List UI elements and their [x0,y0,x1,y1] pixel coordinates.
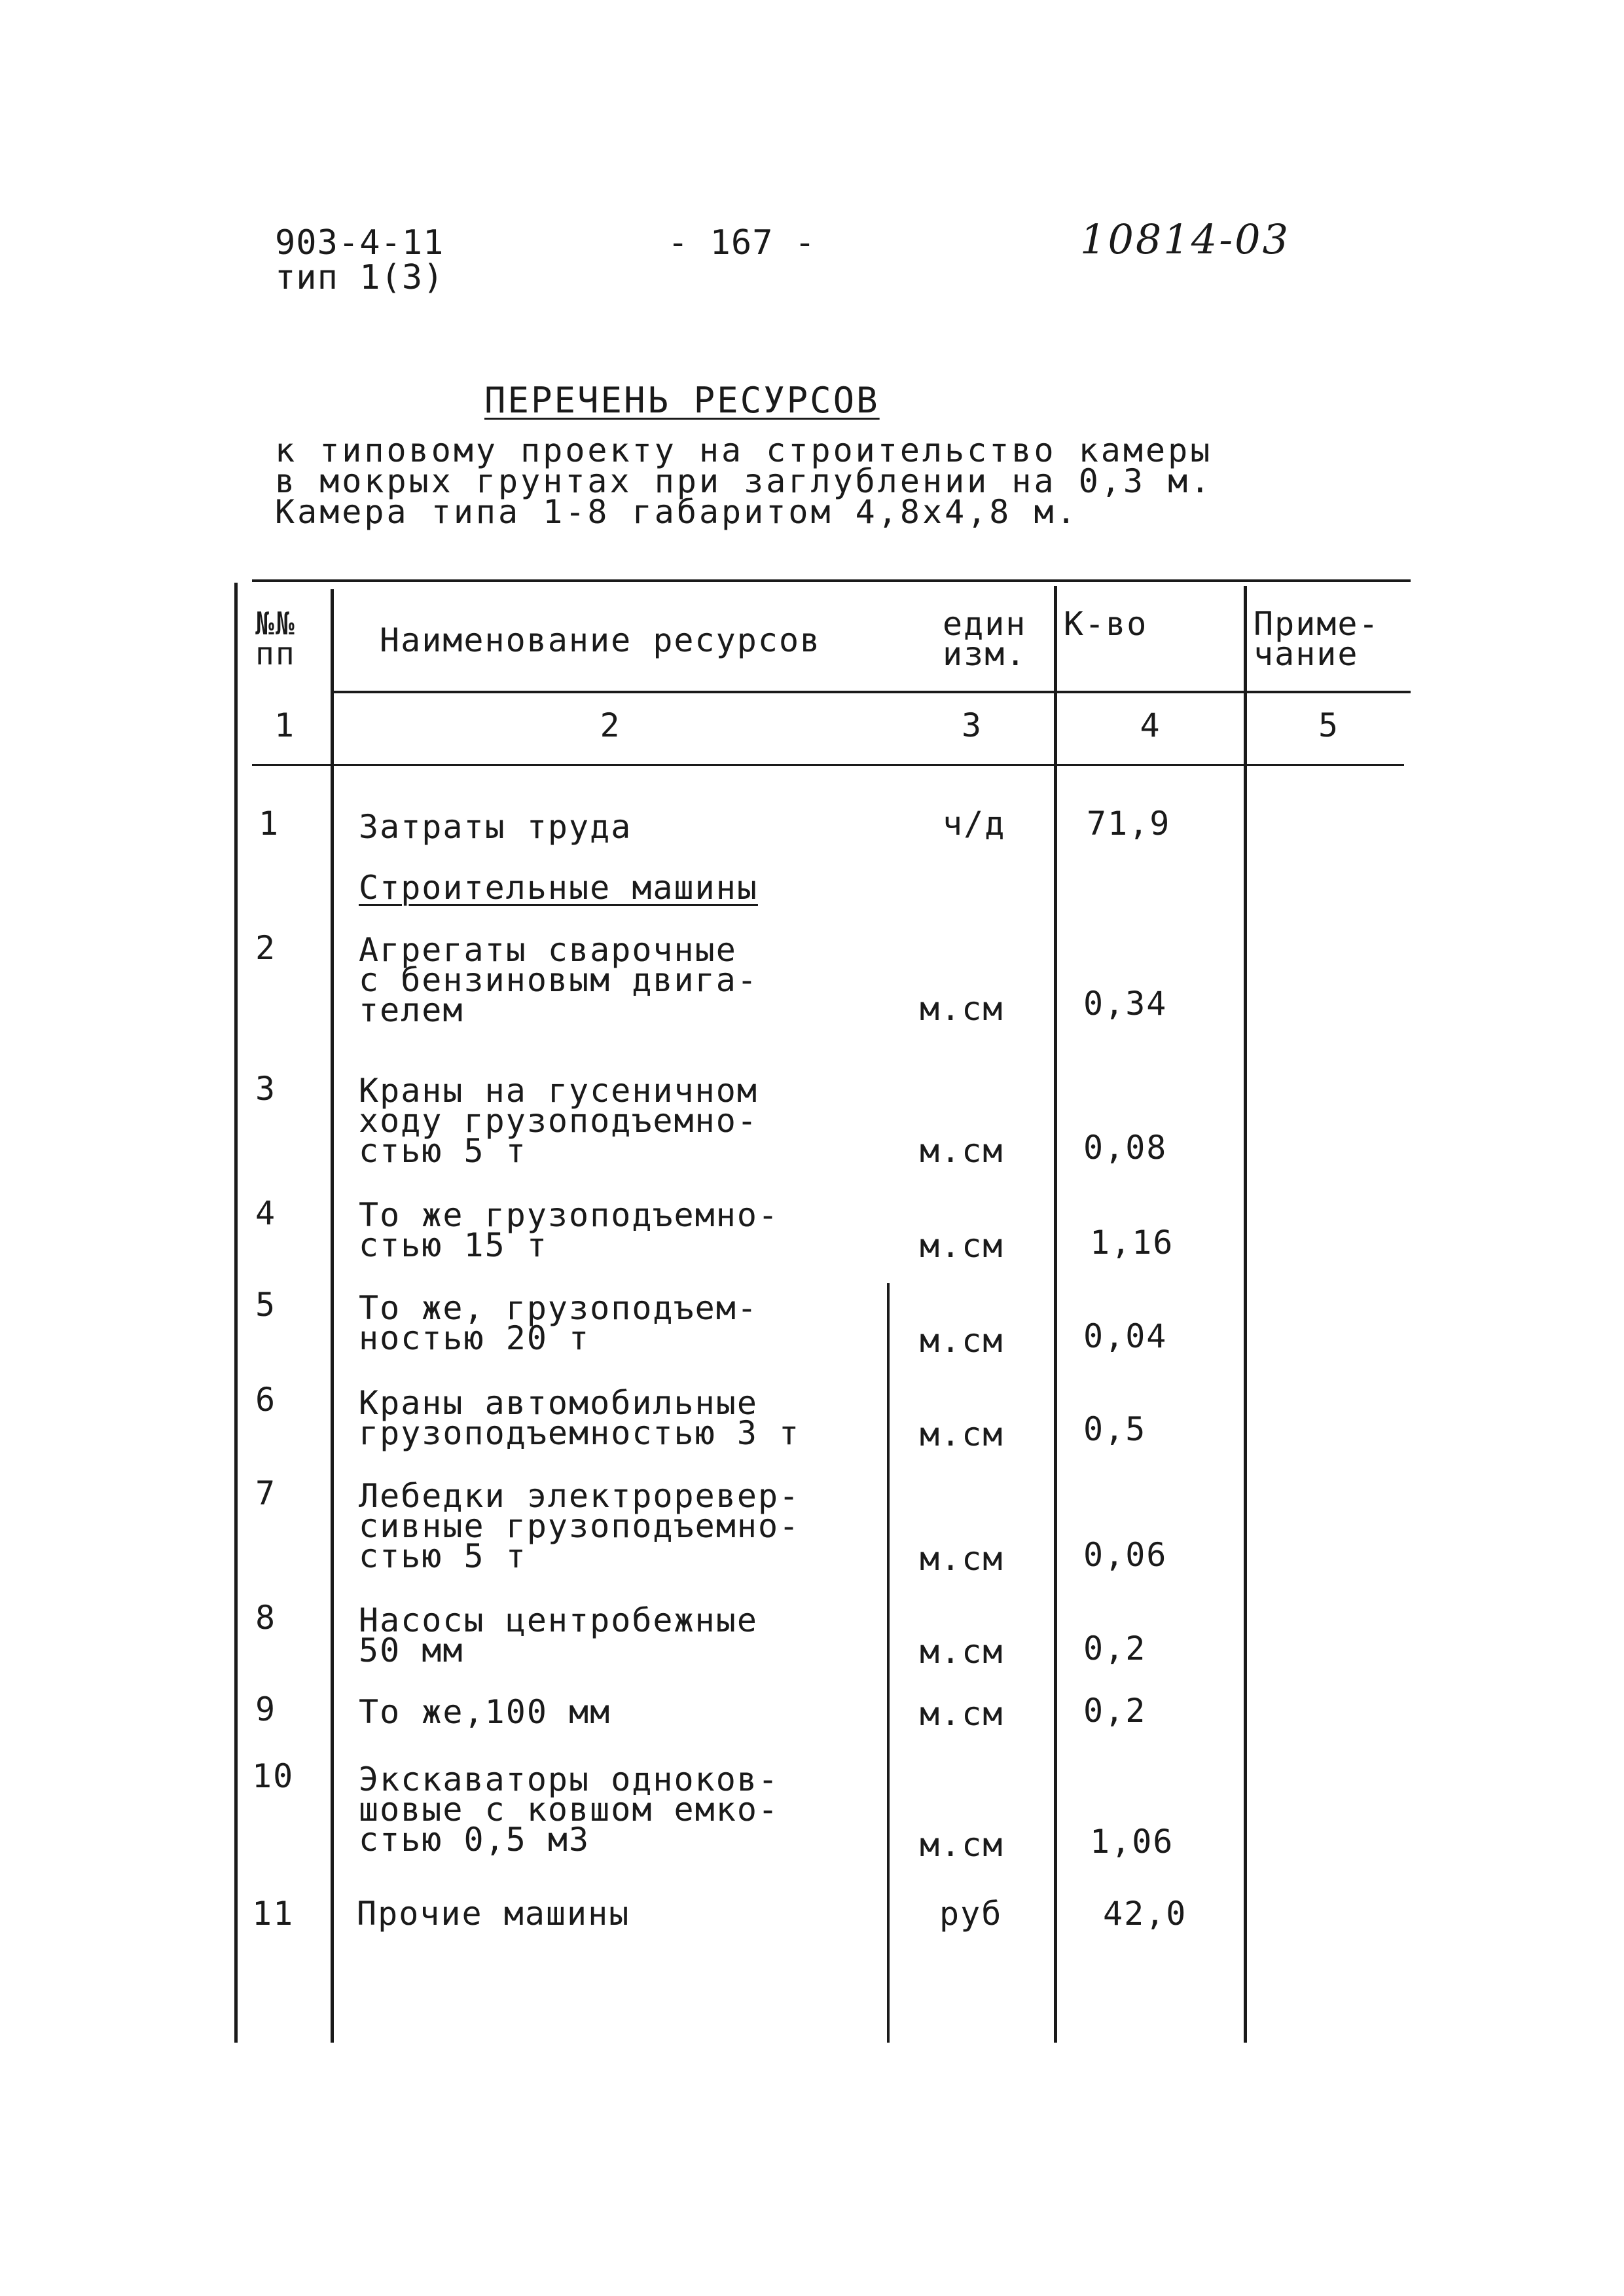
col-number-3: 3 [961,706,983,744]
row-unit: м.см [920,1695,1004,1733]
table-header-border [334,691,1411,693]
page-number: - 167 - [668,223,816,263]
row-unit: м.см [920,1415,1004,1453]
row-unit: м.см [920,1633,1004,1671]
row-quantity: 0,34 [1083,985,1168,1023]
table-top-border [252,579,1411,582]
row-number: 3 [255,1070,277,1108]
col-header-number: №№ пп [255,606,296,672]
row-quantity: 0,2 [1083,1692,1147,1730]
row-name: То же, грузоподъем- ностью 20 т [359,1289,758,1357]
row-name: Экскаваторы одноков- шовые с ковшом емко- стью 0,5 м3 [359,1760,780,1859]
row-unit: руб [939,1895,1003,1933]
row-name: Насосы центробежные 50 мм [359,1601,758,1669]
subtitle-line-3: Камера типа 1-8 габаритом 4,8х4,8 м. [275,493,1079,531]
row-number: 7 [255,1474,277,1512]
col-header-note: Приме- чание [1254,605,1380,673]
row-quantity: 42,0 [1103,1895,1187,1933]
row-name: Прочие машины [357,1895,630,1933]
column-divider-3 [1054,586,1057,2043]
row-unit: м.см [920,1540,1004,1578]
column-divider-1 [331,589,334,2043]
column-divider-4 [1244,586,1247,2043]
handwritten-stamp: 10814-03 [1080,215,1291,263]
row-number: 8 [255,1599,277,1637]
col-number-1: 1 [274,706,296,744]
row-quantity: 0,2 [1083,1630,1147,1667]
row-unit: м.см [920,1227,1004,1265]
row-quantity: 0,5 [1083,1410,1147,1448]
row-number: 4 [255,1194,277,1232]
row-unit: ч/д [943,805,1006,843]
column-divider-2-partial [887,1283,890,2043]
col-header-quantity: К-во [1064,605,1148,643]
row-quantity: 0,08 [1083,1129,1168,1167]
row-number: 6 [255,1381,277,1419]
row-number: 2 [255,929,277,967]
table-left-border [234,583,238,2043]
row-unit: м.см [920,1322,1004,1360]
section-heading: Строительные машины [359,869,758,907]
document-type: тип 1(3) [275,258,444,297]
row-number: 11 [252,1895,295,1933]
col-header-unit: един изм. [943,605,1027,673]
col-number-5: 5 [1318,706,1340,744]
col-number-2: 2 [600,706,621,744]
row-name: Затраты труда [359,808,632,846]
row-name: Краны на гусеничном ходу грузоподъемно- стью 5 т [359,1072,758,1170]
row-quantity: 0,06 [1083,1536,1168,1574]
document-code: 903-4-11 [275,223,444,263]
row-name: То же грузоподъемно- стью 15 т [359,1196,780,1264]
row-quantity: 1,16 [1090,1224,1174,1262]
row-quantity: 1,06 [1090,1823,1174,1861]
row-quantity: 0,04 [1083,1317,1168,1355]
row-number: 1 [259,805,280,843]
col-header-name: Наименование ресурсов [380,621,821,659]
table-numbers-border [252,764,1404,766]
col-number-4: 4 [1140,706,1161,744]
row-quantity: 71,9 [1087,805,1171,843]
row-name: Лебедки электроревер- сивные грузоподъемно- стью 5 т [359,1477,801,1575]
subtitle-line-1: к типовому проекту на строительство камеры [275,431,1213,469]
row-number: 10 [252,1757,295,1795]
row-name: Агрегаты сварочные с бензиновым двига- телем [359,931,758,1029]
row-name: То же,100 мм [359,1693,611,1731]
row-name: Краны автомобильные грузоподъемностью 3 т [359,1384,801,1452]
row-unit: м.см [920,1132,1004,1170]
page-title: ПЕРЕЧЕНЬ РЕСУРСОВ [484,380,880,421]
row-unit: м.см [920,990,1004,1028]
row-number: 5 [255,1286,277,1324]
row-unit: м.см [920,1826,1004,1864]
subtitle-line-2: в мокрых грунтах при заглублении на 0,3 м. [275,462,1213,500]
row-number: 9 [255,1690,277,1728]
